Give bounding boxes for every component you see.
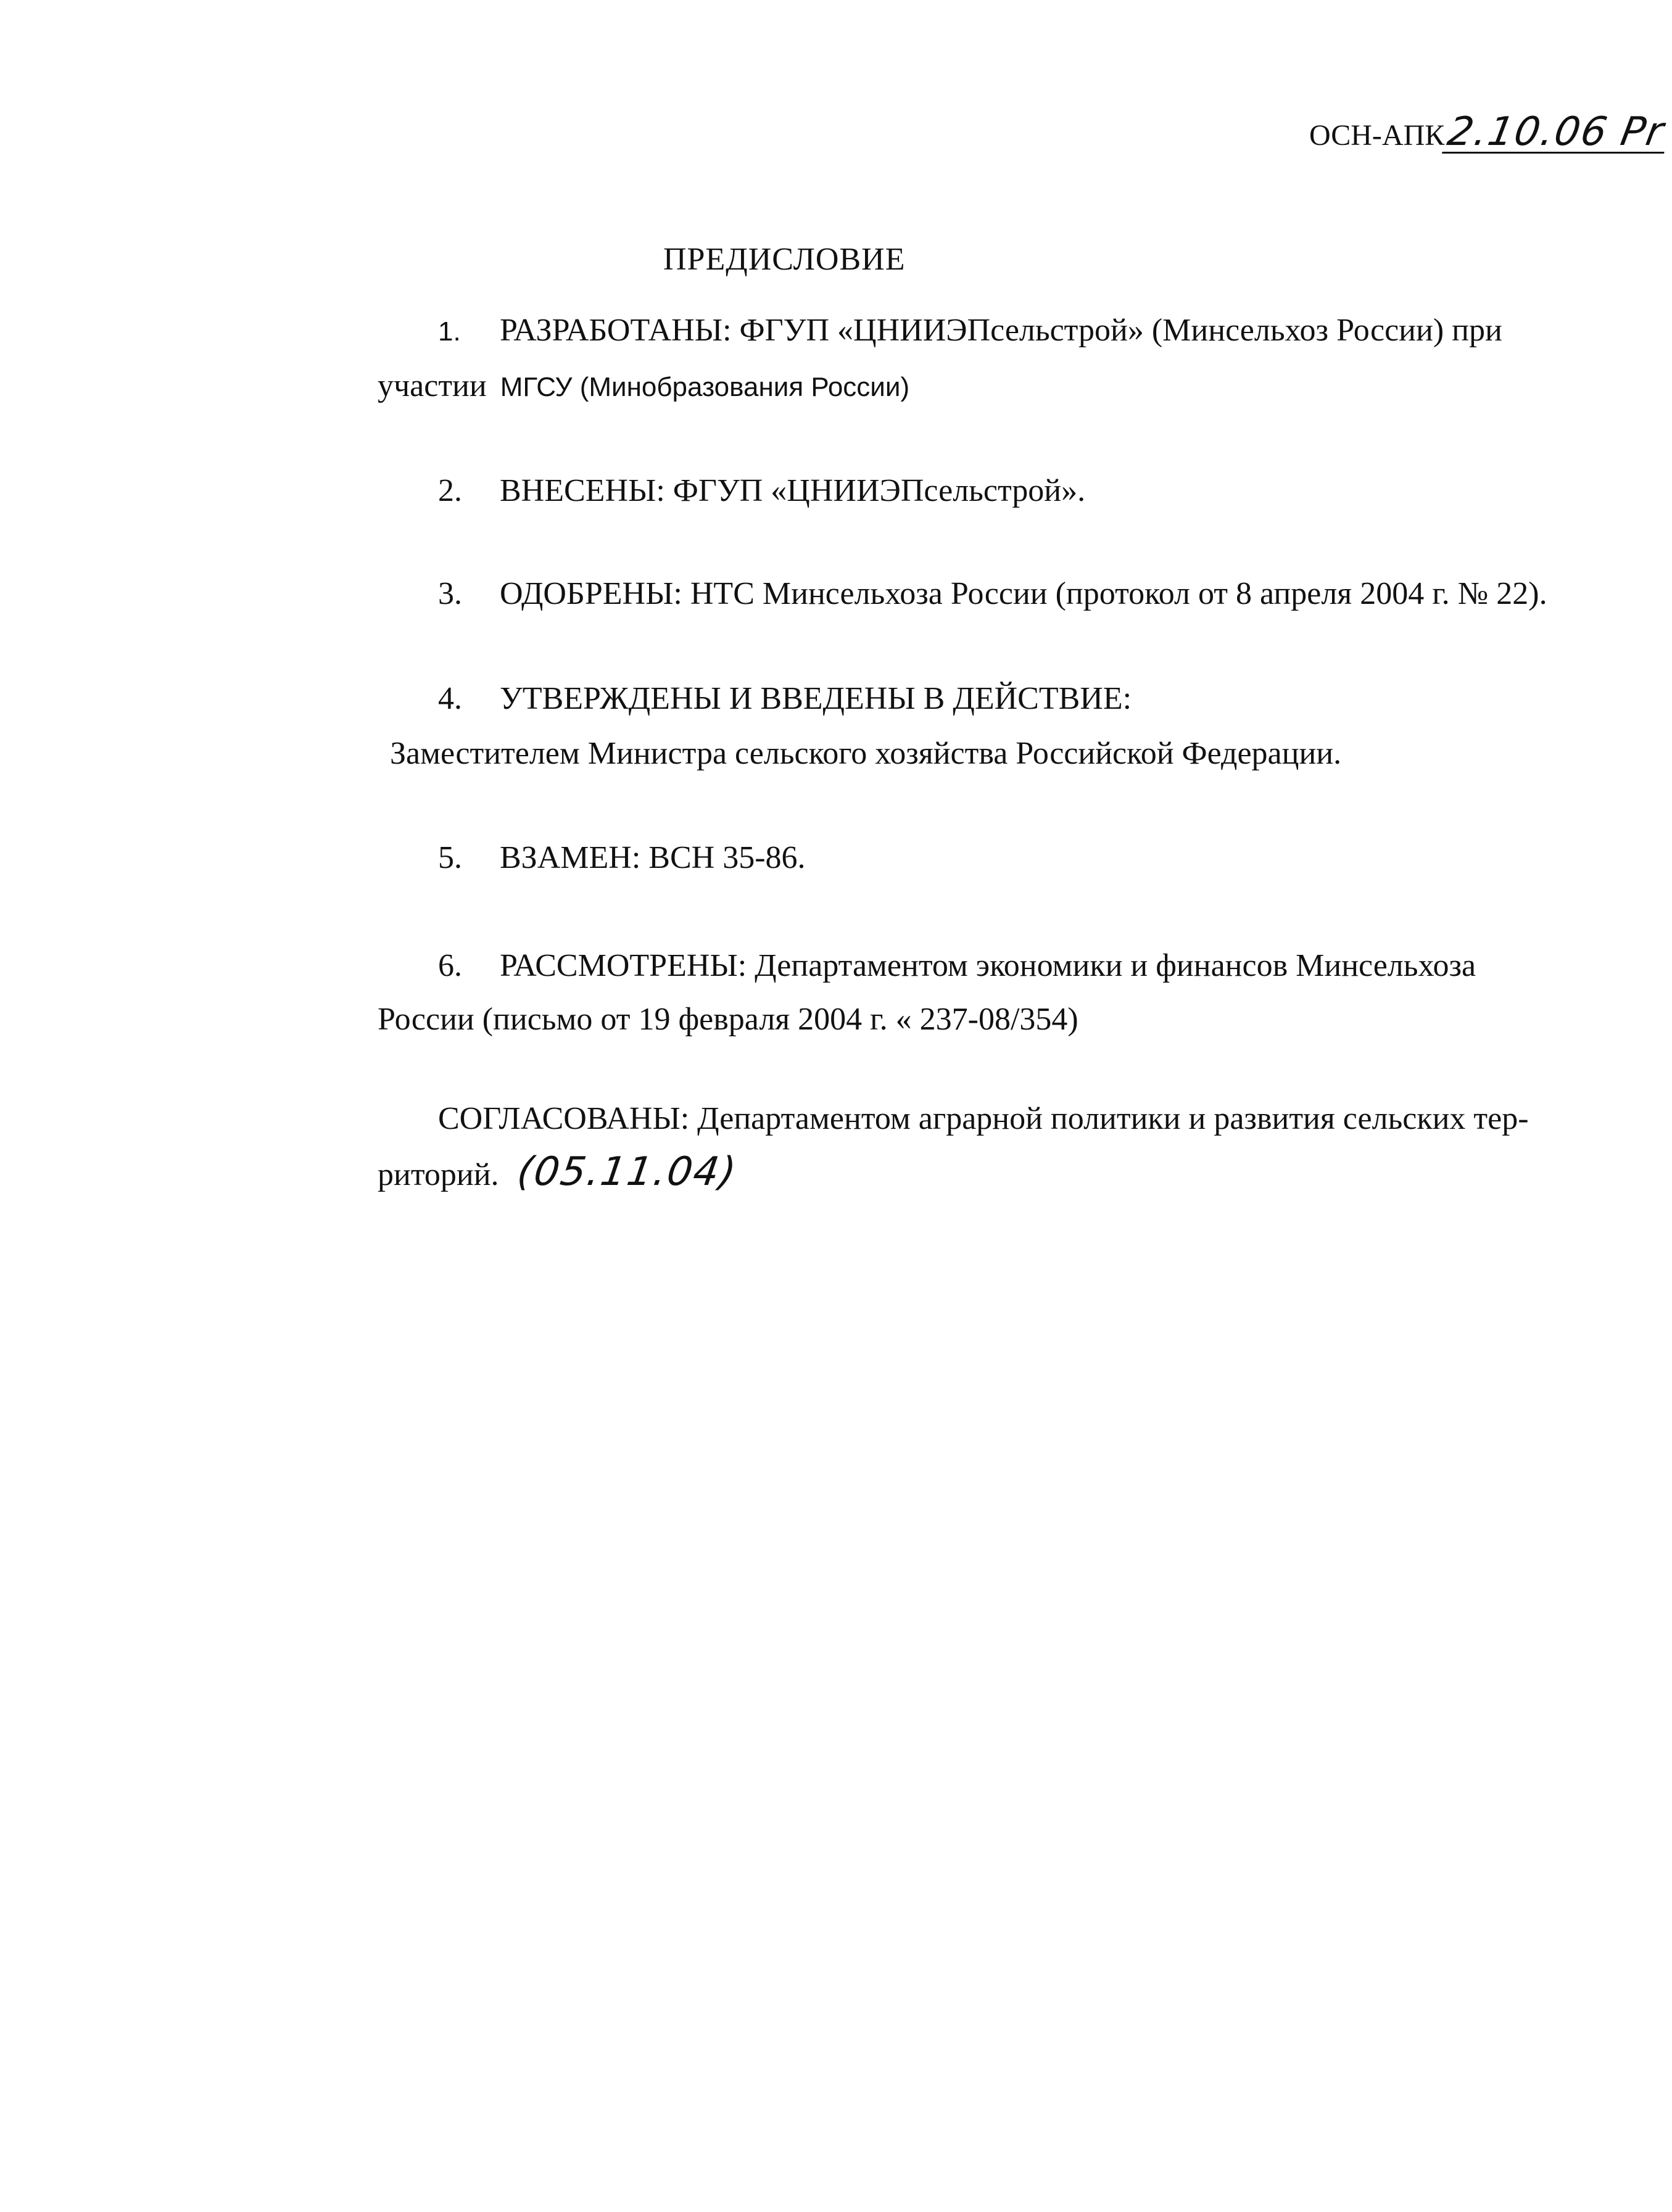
page-title: ПРЕДИСЛОВИЕ [663, 242, 906, 277]
item-6-line-1 [438, 950, 1476, 982]
item-4-line-2: Заместителем Министра сельского хозяйства Российской Федерации. [390, 736, 1342, 771]
item-4-line-1 [438, 683, 1132, 715]
item-4-number: 4. [438, 681, 462, 716]
item-5-number: 5. [438, 840, 462, 875]
document-code-label: ОСН-АПК [1309, 119, 1445, 152]
agreed-line-2 [378, 1149, 740, 1195]
item-6-number: 6. [438, 948, 462, 983]
item-2-number: 2. [438, 473, 462, 508]
item-1-line-2-sans: МГСУ (Минобразования России) [500, 372, 910, 402]
agreed-line-1: СОГЛАСОВАНЫ: Департаментом аграрной политики и развития сельских тер- [438, 1101, 1529, 1136]
item-2 [438, 475, 1085, 507]
item-1-text: РАЗРАБОТАНЫ: ФГУП «ЦНИИЭПсельстрой» (Минсельхоз России) при [500, 313, 1502, 348]
handwritten-date: (05.11.04) [514, 1149, 740, 1195]
agreed-line-2-text: риторий. [378, 1157, 499, 1192]
document-code-handwritten: 2.10.06 Pr [1442, 112, 1671, 154]
item-3-number: 3. [438, 576, 462, 611]
item-5 [438, 842, 806, 874]
item-3-text: ОДОБРЕНЫ: НТС Минсельхоза России (протокол от 8 апреля 2004 г. № 22). [500, 576, 1547, 611]
item-1-line-2 [378, 370, 909, 402]
item-2-text: ВНЕСЕНЫ: ФГУП «ЦНИИЭПсельстрой». [500, 473, 1086, 508]
item-6-line-2: России (письмо от 19 февраля 2004 г. « 237-08/354) [378, 1002, 1078, 1037]
item-1-line-1 [438, 315, 1502, 347]
item-1-number: 1. [438, 316, 461, 347]
item-5-text: ВЗАМЕН: ВСН 35-86. [500, 840, 806, 875]
item-3 [438, 578, 1547, 610]
item-4-text: УТВЕРЖДЕНЫ И ВВЕДЕНЫ В ДЕЙСТВИЕ: [500, 681, 1132, 716]
document-code [1309, 109, 1668, 155]
item-6-text: РАССМОТРЕНЫ: Департаментом экономики и финансов Минсельхоза [500, 948, 1476, 983]
item-1-line-2-serif: участии [378, 368, 487, 403]
